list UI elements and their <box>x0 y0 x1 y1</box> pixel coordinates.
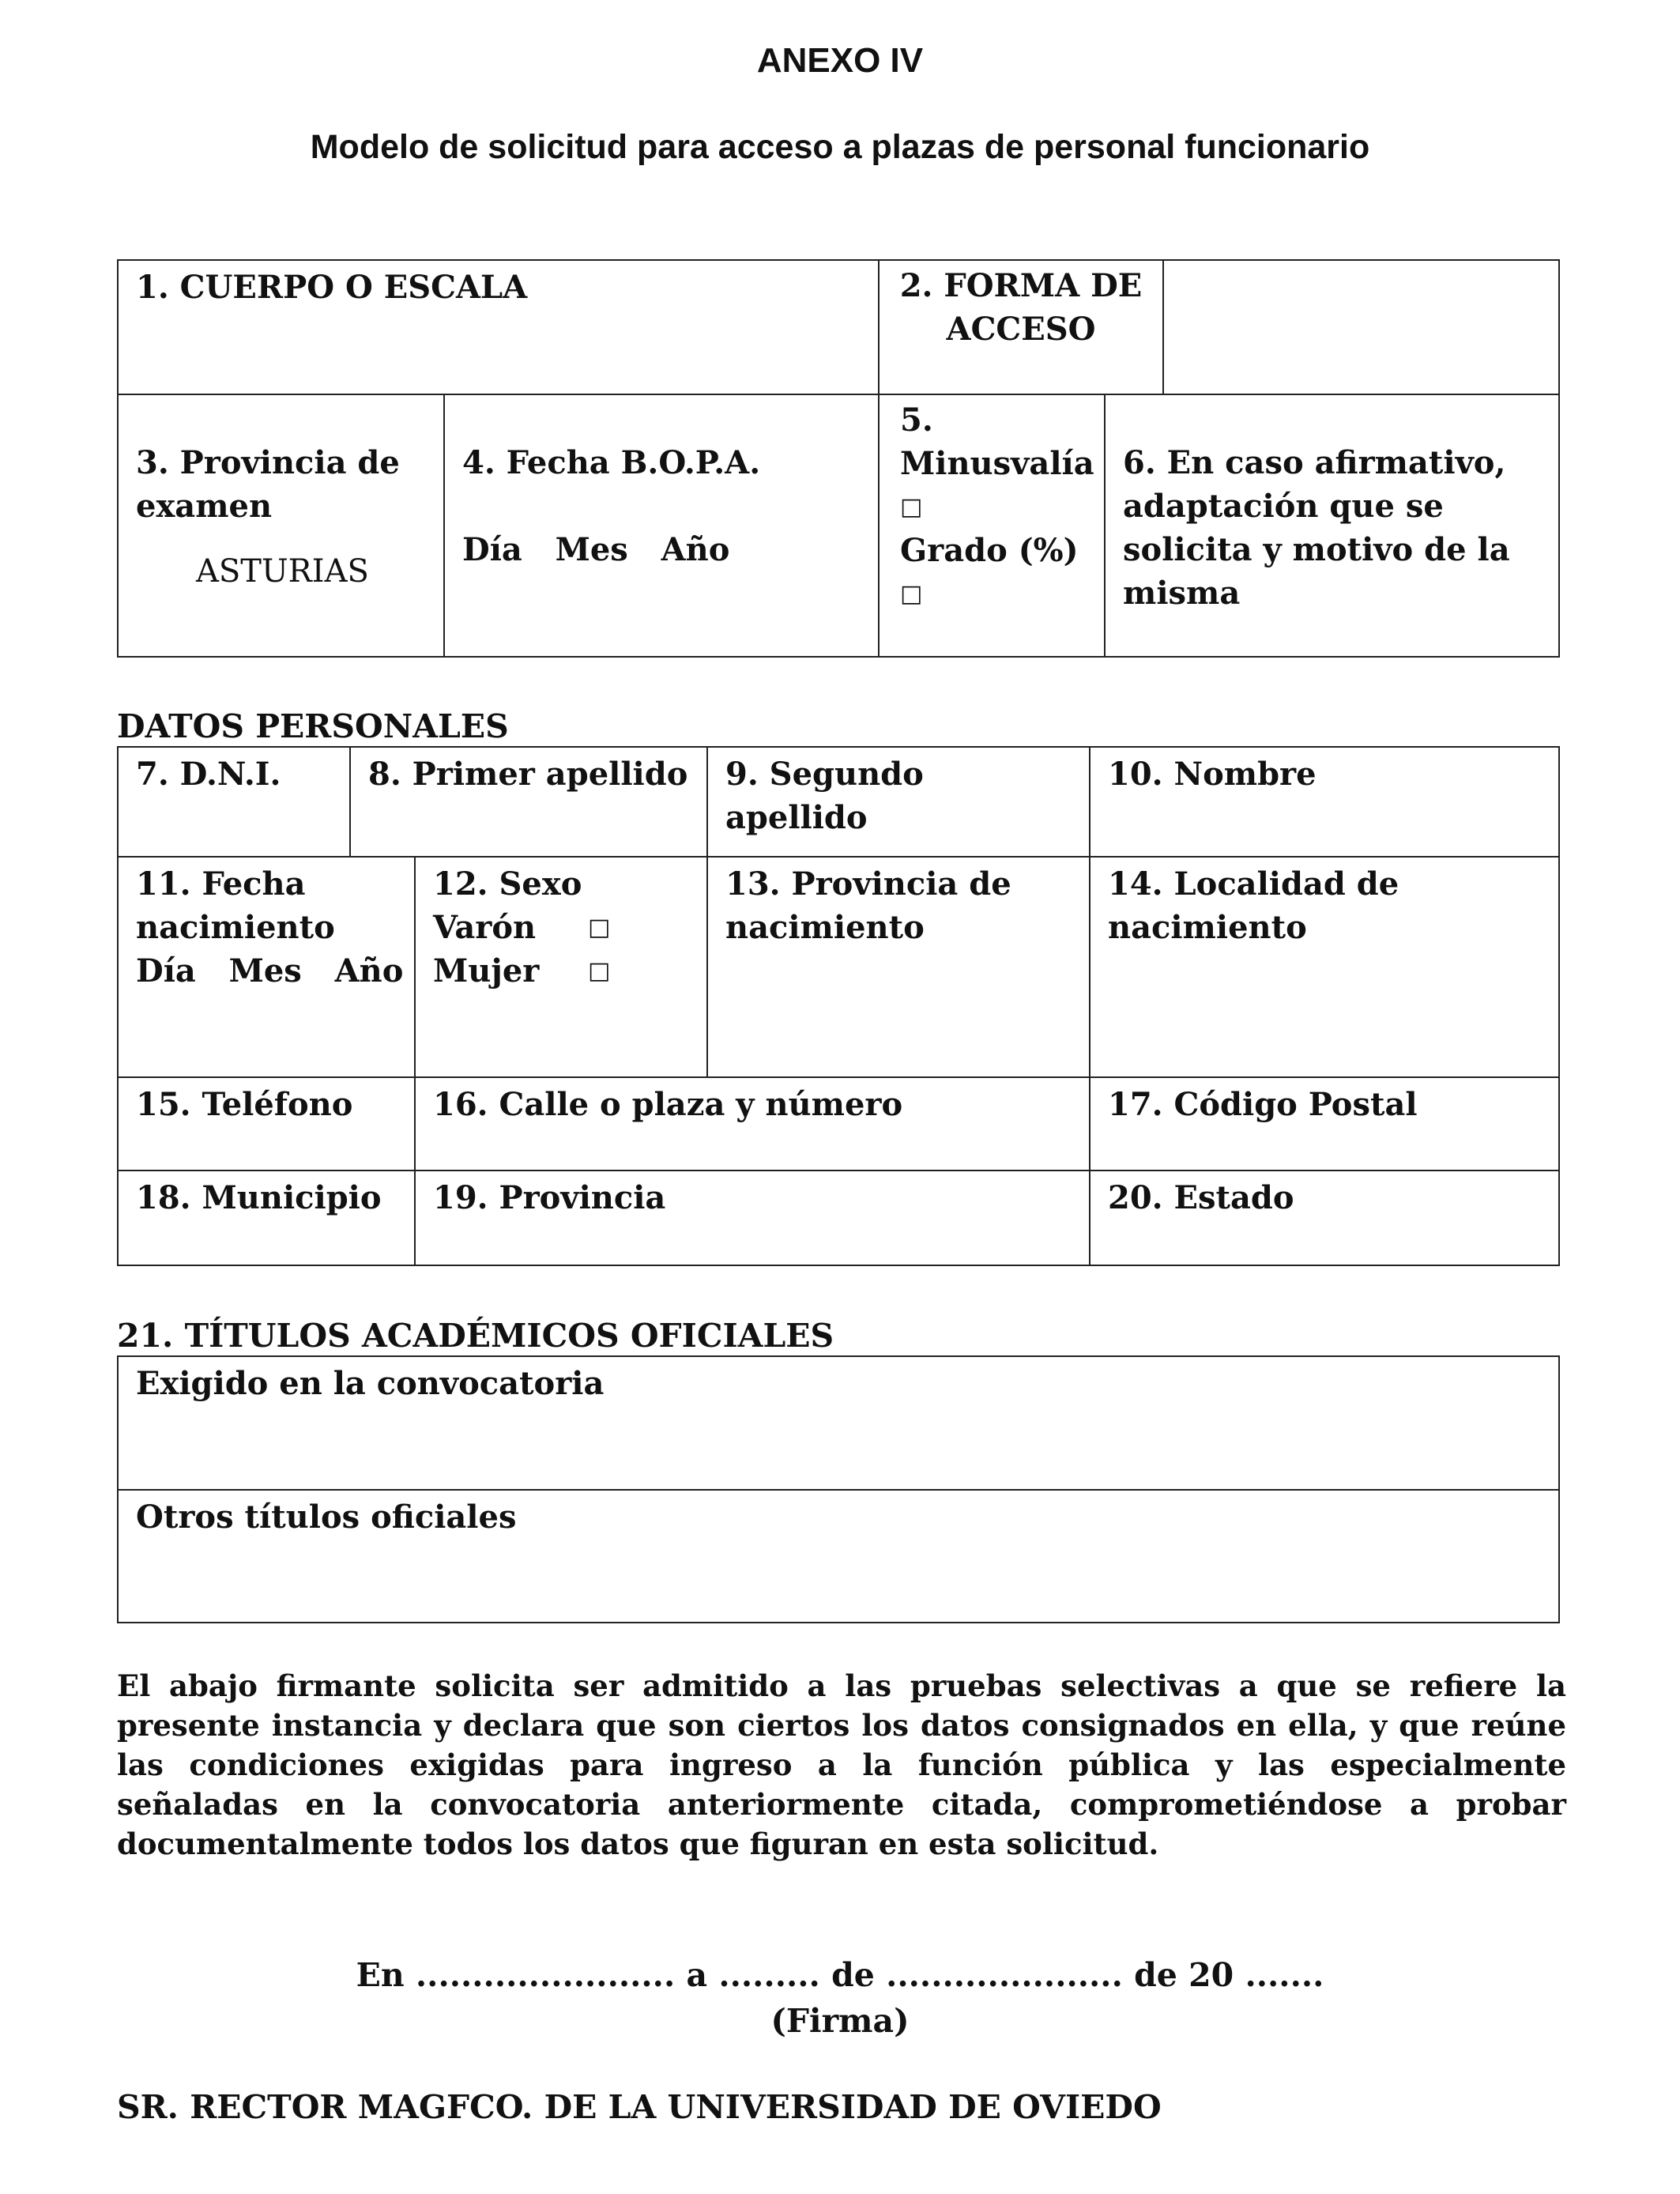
primer-apellido-cell[interactable] <box>349 746 708 858</box>
place-date-line: En ....................... a ......... de ..................... de 20 ....... <box>356 1956 1324 1994</box>
municipio-label: 18. Municipio <box>136 1179 382 1216</box>
titulo-exigido-cell[interactable] <box>117 1355 1560 1491</box>
fecha-nacimiento-subfields: Día Mes Año <box>136 952 404 990</box>
cuerpo-escala-label: 1. CUERPO O ESCALA <box>136 269 528 306</box>
otros-titulos-label: Otros títulos oficiales <box>136 1498 517 1536</box>
provincia-examen-value: ASTURIAS <box>196 553 369 590</box>
datos-personales-heading: DATOS PERSONALES <box>117 707 509 745</box>
grado-label: Grado (%) <box>900 532 1079 569</box>
fecha-nacimiento-label-1: 11. Fecha <box>136 865 306 903</box>
provincia-label: 19. Provincia <box>433 1179 666 1216</box>
nombre-cell[interactable] <box>1089 746 1560 858</box>
adaptacion-label-3: solicita y motivo de la <box>1123 531 1510 568</box>
titulo-exigido-label: Exigido en la convocatoria <box>136 1365 605 1402</box>
calle-label: 16. Calle o plaza y número <box>433 1086 903 1123</box>
declaration-paragraph: El abajo firmante solicita ser admitido a las pruebas selectivas a que se refiere la presente instancia y declara que son ciertos los datos consignados en ella, y que reúne las condiciones exigidas para ingreso a la función pública y las especialmente señaladas en la convocatoria anteriormente citada, comprometiéndose a probar documentalmente todos los datos que figuran en esta solicitud. <box>117 1668 1566 1861</box>
form-subtitle: Modelo de solicitud para acceso a plazas de personal funcionario <box>310 128 1370 166</box>
estado-label: 20. Estado <box>1108 1179 1294 1216</box>
sexo-varon-checkbox[interactable]: □ <box>588 914 611 941</box>
fecha-bopa-subfields: Día Mes Año <box>462 531 730 568</box>
minusvalia-label: Minusvalía <box>900 445 1094 482</box>
estado-cell[interactable] <box>1089 1170 1560 1266</box>
adaptacion-label-4: misma <box>1123 575 1241 612</box>
sexo-mujer-label: Mujer <box>433 952 540 990</box>
segundo-apellido-cell[interactable] <box>706 746 1090 858</box>
otros-titulos-cell[interactable] <box>117 1489 1560 1623</box>
annex-title: ANEXO IV <box>756 41 924 80</box>
provincia-examen-label-1: 3. Provincia de <box>136 444 400 481</box>
forma-acceso-value-cell[interactable] <box>1162 259 1560 395</box>
fecha-nacimiento-label-2: nacimiento <box>136 909 335 946</box>
localidad-nacimiento-label-1: 14. Localidad de <box>1108 865 1399 903</box>
adaptacion-cell[interactable] <box>1104 394 1560 658</box>
minusvalia-number: 5. <box>900 401 933 439</box>
sexo-varon-label: Varón <box>433 909 537 946</box>
provincia-nacimiento-label-1: 13. Provincia de <box>725 865 1011 903</box>
dni-cell[interactable] <box>117 746 351 858</box>
addressee: SR. RECTOR MAGFCO. DE LA UNIVERSIDAD DE OVIEDO <box>117 2088 1162 2126</box>
codigo-postal-cell[interactable] <box>1089 1076 1560 1171</box>
telefono-label: 15. Teléfono <box>136 1086 353 1123</box>
signature-label: (Firma) <box>770 2002 910 2040</box>
calle-cell[interactable] <box>414 1076 1090 1171</box>
forma-acceso-label-2: ACCESO <box>946 311 1096 348</box>
cuerpo-escala-cell[interactable] <box>117 259 880 395</box>
provincia-examen-label-2: examen <box>136 488 273 525</box>
sexo-mujer-row[interactable] <box>433 949 689 993</box>
provincia-nacimiento-label-2: nacimiento <box>725 909 925 946</box>
adaptacion-label-2: adaptación que se <box>1123 488 1444 525</box>
localidad-nacimiento-cell[interactable] <box>1089 856 1560 1078</box>
provincia-examen-cell <box>117 394 445 658</box>
provincia-cell[interactable] <box>414 1170 1090 1266</box>
minusvalia-checkbox[interactable]: □ <box>900 493 923 521</box>
sexo-label: 12. Sexo <box>433 865 582 903</box>
codigo-postal-label: 17. Código Postal <box>1108 1086 1418 1123</box>
fecha-bopa-label: 4. Fecha B.O.P.A. <box>462 444 761 481</box>
grado-checkbox[interactable]: □ <box>900 580 923 608</box>
nombre-label: 10. Nombre <box>1108 756 1317 793</box>
provincia-nacimiento-cell[interactable] <box>706 856 1090 1078</box>
telefono-cell[interactable] <box>117 1076 416 1171</box>
sexo-mujer-checkbox[interactable]: □ <box>588 957 611 985</box>
forma-acceso-cell <box>878 259 1164 395</box>
primer-apellido-label: 8. Primer apellido <box>368 756 688 793</box>
localidad-nacimiento-label-2: nacimiento <box>1108 909 1307 946</box>
fecha-bopa-cell[interactable] <box>443 394 880 658</box>
dni-label: 7. D.N.I. <box>136 756 281 793</box>
fecha-nacimiento-cell[interactable] <box>117 856 416 1078</box>
forma-acceso-label-1: 2. FORMA DE <box>899 267 1143 304</box>
municipio-cell[interactable] <box>117 1170 416 1266</box>
adaptacion-label-1: 6. En caso afirmativo, <box>1123 444 1506 481</box>
minusvalia-cell <box>878 394 1106 658</box>
segundo-apellido-label: 9. Segundo apellido <box>725 756 924 836</box>
sexo-varon-row[interactable] <box>433 906 689 949</box>
titulos-heading: 21. TÍTULOS ACADÉMICOS OFICIALES <box>117 1317 834 1355</box>
sexo-cell <box>414 856 708 1078</box>
